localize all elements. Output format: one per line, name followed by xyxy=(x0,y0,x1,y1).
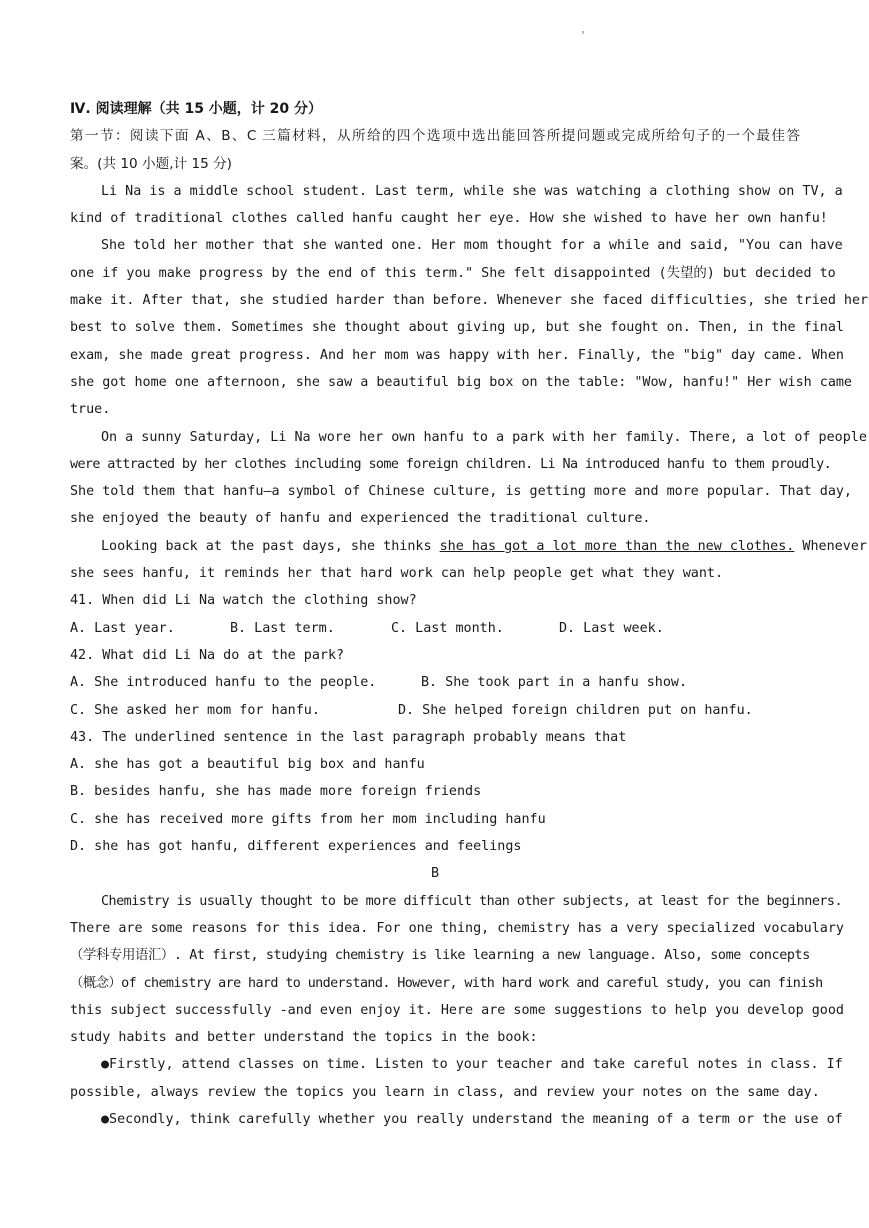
passage-label: B xyxy=(430,866,440,882)
passage-line: best to solve them. Sometimes she thought about giving up, but she fought on. Then, in the final xyxy=(70,320,844,336)
option-b: B. besides hanfu, she has made more foreign friends xyxy=(70,784,482,800)
header-mark: ' xyxy=(580,30,587,41)
passage-text: Looking back at the past days, she thinks xyxy=(101,538,440,554)
option-d: D. she has got hanfu, different experiences and feelings xyxy=(70,839,522,855)
question-options xyxy=(70,669,800,696)
bullet-item: ●Secondly, think carefully whether you really understand the meaning of a term or the use of xyxy=(101,1111,843,1127)
option-b: B. Last term. xyxy=(230,620,335,636)
passage-line: She told them that hanfu—a symbol of Chinese culture, is getting more and more popular. That day, xyxy=(70,484,852,500)
passage-b xyxy=(70,860,844,1133)
passage-line: exam, she made great progress. And her mom was happy with her. Finally, the "big" day came. When xyxy=(70,347,844,363)
question-41 xyxy=(70,587,800,642)
section-intro-line: 第一节：阅读下面 A、B、C 三篇材料，从所给的四个选项中选出能回答所提问题或完成所给句子的一个最佳答 xyxy=(70,128,800,145)
question-42 xyxy=(70,642,800,724)
question-options xyxy=(70,697,800,724)
passage-line: （概念）of chemistry are hard to understand. However, with hard work and careful study, you can finish xyxy=(70,975,823,991)
document-body xyxy=(70,96,869,1133)
option-a: A. she has got a beautiful big box and hanfu xyxy=(70,757,425,773)
option-c: C. She asked her mom for hanfu. xyxy=(70,702,320,718)
passage-line: she got home one afternoon, she saw a beautiful big box on the table: "Wow, hanfu!" Her wish came xyxy=(70,374,852,390)
option-b: B. She took part in a hanfu show. xyxy=(421,675,688,691)
option-c: C. Last month. xyxy=(391,620,504,636)
question-options xyxy=(70,615,800,642)
passage-line: There are some reasons for this idea. For one thing, chemistry has a very specialized vocabulary xyxy=(70,920,844,936)
passage-line xyxy=(70,533,867,560)
option-a: A. She introduced hanfu to the people. xyxy=(70,675,377,691)
passage-line: make it. After that, she studied harder than before. Whenever she faced difficulties, she tried her xyxy=(70,293,869,309)
option-c: C. she has received more gifts from her mom including hanfu xyxy=(70,811,546,827)
question-stem: 43. The underlined sentence in the last paragraph probably means that xyxy=(70,729,627,745)
passage-line: （学科专用语汇）. At first, studying chemistry is like learning a new language. Also, some concepts xyxy=(70,948,810,964)
passage-line: she enjoyed the beauty of hanfu and experienced the traditional culture. xyxy=(70,511,651,527)
bullet-item: ●Firstly, attend classes on time. Listen to your teacher and take careful notes in class. If xyxy=(101,1057,843,1073)
passage-line: this subject successfully -and even enjoy it. Here are some suggestions to help you develop good xyxy=(70,1002,844,1018)
passage-line: she sees hanfu, it reminds her that hard work can help people get what they want. xyxy=(70,566,724,582)
question-stem: 42. What did Li Na do at the park? xyxy=(70,647,345,663)
underlined-sentence: she has got a lot more than the new clothes. xyxy=(439,538,795,554)
passage-line: possible, always review the topics you learn in class, and review your notes on the same day. xyxy=(70,1084,820,1100)
passage-line: Chemistry is usually thought to be more difficult than other subjects, at least for the beginners. xyxy=(101,893,843,909)
passage-line: study habits and better understand the topics in the book: xyxy=(70,1030,538,1046)
question-43 xyxy=(70,724,800,860)
passage-line: were attracted by her clothes including some foreign children. Li Na introduced hanfu to them proudly. xyxy=(70,456,832,472)
passage-line: Li Na is a middle school student. Last term, while she was watching a clothing show on TV, a xyxy=(101,183,843,199)
passage-line: She told her mother that she wanted one. Her mom thought for a while and said, "You can have xyxy=(101,238,843,254)
option-a: A. Last year. xyxy=(70,620,175,636)
option-d: D. She helped foreign children put on hanfu. xyxy=(398,702,753,718)
passage-line: On a sunny Saturday, Li Na wore her own hanfu to a park with her family. There, a lot of people xyxy=(101,429,867,445)
question-stem: 41. When did Li Na watch the clothing show? xyxy=(70,593,417,609)
passage-line: true. xyxy=(70,402,111,418)
section-intro-line: 案。(共 10 小题,计 15 分) xyxy=(70,155,232,172)
passage-a xyxy=(70,178,869,587)
passage-line: one if you make progress by the end of this term." She felt disappointed (失望的) but decided to xyxy=(70,265,836,281)
passage-line: kind of traditional clothes called hanfu caught her eye. How she wished to have her own hanfu! xyxy=(70,211,828,227)
option-d: D. Last week. xyxy=(559,620,664,636)
passage-text: Whenever xyxy=(794,538,867,554)
section-title: Ⅳ. 阅读理解（共 15 小题，计 20 分） xyxy=(70,101,323,117)
